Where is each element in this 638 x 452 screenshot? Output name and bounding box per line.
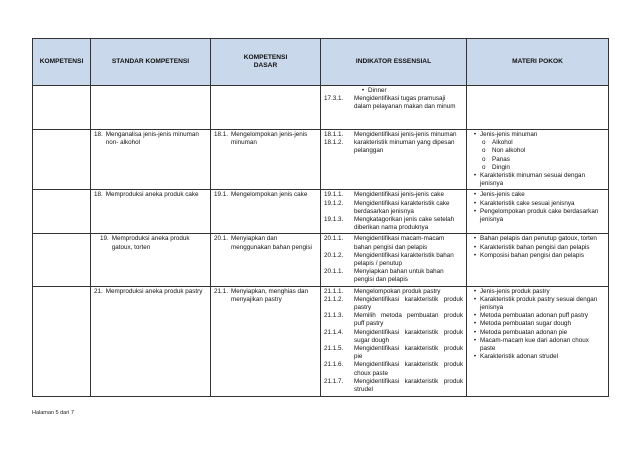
kompetensi-cell — [33, 234, 91, 286]
materi-subitem-text: Dingin — [492, 163, 510, 171]
materi-text: Karakteristik cake sesuai jenisnya — [480, 199, 575, 207]
table-row — [33, 286, 609, 396]
indikator-item — [324, 329, 463, 345]
materi-subitem-text: Panas — [492, 155, 510, 163]
indikator-top-bullet — [324, 87, 463, 95]
dasar-number: 20.1. — [214, 235, 229, 243]
materi-item — [470, 244, 605, 252]
bullet-icon: • — [473, 172, 477, 180]
dasar-text: Menyiapkan, menghias dan menyajikan pastry — [231, 287, 309, 303]
table-header-row — [33, 39, 609, 86]
circle-bullet-icon: o — [482, 155, 486, 163]
materi-item — [470, 208, 605, 224]
kompetensi-dasar-cell — [211, 86, 321, 130]
indikator-text: Mengelompokan produk pastry — [354, 287, 441, 295]
indikator-cell — [321, 86, 467, 130]
header-standar-kompetensi: STANDAR KOMPETENSI — [91, 39, 211, 86]
bullet-icon: • — [473, 295, 477, 303]
standar-kompetensi-cell — [91, 286, 211, 396]
table-body — [33, 86, 609, 397]
indikator-number: 18.1.2. — [324, 139, 344, 147]
dasar-text: Mengelompokan jenis-jenis minuman — [231, 131, 308, 147]
materi-text: Jenis-jenis cake — [480, 191, 525, 199]
indikator-number: 17.3.1. — [324, 95, 344, 103]
indikator-text: Mengidentifikasi karakteristik bahan pelapis / penutup — [354, 251, 454, 268]
materi-text: Pengelompokan produk cake berdasarkan jenisnya — [480, 207, 599, 224]
bullet-icon: • — [361, 87, 365, 94]
document-page — [32, 38, 608, 397]
indikator-cell — [321, 130, 467, 190]
bullet-icon: • — [473, 199, 477, 207]
indikator-item — [324, 345, 463, 361]
bullet-icon: • — [473, 287, 477, 295]
bullet-icon: • — [473, 353, 477, 361]
materi-subitem — [470, 139, 605, 147]
indikator-number: 20.1.2. — [324, 251, 344, 259]
indikator-number: 19.1.3. — [324, 216, 344, 224]
bullet-icon: • — [473, 312, 477, 320]
indikator-text: Mengidentifikasi karakteristik produk pastry — [354, 295, 463, 312]
indikator-item — [324, 131, 463, 139]
indikator-bullet-text: Dinner — [368, 87, 387, 94]
materi-pokok-cell — [467, 286, 609, 396]
standar-kompetensi-cell — [91, 86, 211, 130]
header-kompetensi-dasar-label: KOMPETENSI DASAR — [243, 54, 288, 69]
kompetensi-cell — [33, 86, 91, 130]
materi-text: Metoda pembuatan adonan puff pastry — [480, 312, 589, 320]
indikator-number: 21.1.2. — [324, 295, 344, 303]
indikator-text: Memilih metoda pembuatan produk puff pastry — [354, 312, 463, 328]
kompetensi-cell — [33, 130, 91, 190]
materi-text: Macam-macam kue dari adonan choux paste — [480, 336, 589, 353]
table-row — [33, 130, 609, 190]
indikator-number: 20.1.1. — [324, 268, 344, 276]
circle-bullet-icon: o — [482, 139, 486, 147]
indikator-cell — [321, 234, 467, 286]
indikator-text: Mengidentifikasi macam-macam bahan pengisi dan pelapis — [354, 235, 445, 251]
indikator-number: 21.1.3. — [324, 312, 344, 320]
materi-item — [470, 329, 605, 337]
kompetensi-dasar-cell — [211, 190, 321, 234]
standar-number: 21. — [94, 287, 103, 295]
indikator-item — [324, 361, 463, 377]
page-footer: Halaman 5 dari 7 — [32, 410, 74, 416]
indikator-item — [324, 296, 463, 312]
circle-bullet-icon: o — [482, 163, 486, 171]
materi-item — [470, 320, 605, 328]
bullet-icon: • — [473, 243, 477, 251]
materi-subitem — [470, 156, 605, 164]
materi-item — [470, 235, 605, 243]
bullet-icon: • — [473, 320, 477, 328]
materi-text: Komposisi bahan pengisi dan pelapis — [480, 251, 584, 259]
kompetensi-cell — [33, 286, 91, 396]
indikator-number: 21.1.1. — [324, 287, 344, 295]
indikator-item — [324, 235, 463, 251]
kompetensi-cell — [33, 190, 91, 234]
indikator-item — [324, 312, 463, 328]
bullet-icon: • — [473, 131, 477, 138]
standar-kompetensi-cell — [91, 234, 211, 286]
materi-pokok-cell — [467, 86, 609, 130]
materi-pokok-cell — [467, 190, 609, 234]
indikator-item — [324, 288, 463, 296]
indikator-number: 21.1.4. — [324, 328, 344, 336]
materi-item — [470, 172, 605, 188]
header-kompetensi: KOMPETENSI — [33, 39, 91, 86]
dasar-text: Menyiapkan dan menggunakan bahan pengisi — [231, 235, 312, 251]
materi-text: Jenis-jenis produk pastry — [480, 287, 550, 295]
indikator-number: 18.1.1. — [324, 131, 344, 138]
indikator-item — [324, 378, 463, 394]
materi-item — [470, 131, 605, 139]
standar-text: Menganalisa jenis-jenis minuman non- alkohol — [105, 131, 199, 147]
indikator-cell — [321, 286, 467, 396]
materi-text: Metoda pembuatan sugar dough — [480, 320, 572, 328]
materi-item — [470, 288, 605, 296]
materi-subitem-text: Non alkohol — [492, 147, 526, 155]
indikator-item — [324, 252, 463, 268]
indikator-text: Mengidentifikasi karakteristik cake berdasarkan jenisnya — [354, 199, 450, 215]
indikator-number: 20.1.1. — [324, 235, 344, 243]
materi-subitem — [470, 164, 605, 172]
standar-item — [94, 131, 207, 147]
kompetensi-dasar-cell — [211, 234, 321, 286]
indikator-text: Mengidentifikasi tugas pramusaji dalam pelayanan makan dan minum — [354, 95, 456, 111]
indikator-number: 19.1.1. — [324, 191, 344, 199]
curriculum-table — [32, 38, 609, 397]
materi-item — [470, 337, 605, 353]
bullet-icon: • — [473, 191, 477, 199]
indikator-number: 21.1.7. — [324, 377, 344, 385]
indikator-text: Menyiapkan bahan untuk bahan pengisi dan pelapis — [354, 268, 444, 284]
table-row — [33, 190, 609, 234]
dasar-item — [214, 235, 317, 251]
bullet-icon: • — [473, 251, 477, 259]
indikator-cell — [321, 190, 467, 234]
materi-item — [470, 312, 605, 320]
table-row — [33, 234, 609, 286]
indikator-text: Mengkatagorikan jenis cake setelah diberikan nama produknya — [354, 216, 455, 232]
materi-text: Jenis-jenis minuman — [480, 131, 538, 138]
materi-subitem-text: Alkohol — [492, 139, 513, 147]
bullet-icon: • — [473, 336, 477, 344]
dasar-number: 18.1. — [214, 131, 229, 138]
standar-text: Memproduksi aneka produk gatoux, torten — [111, 235, 190, 251]
indikator-item — [324, 200, 463, 216]
standar-item — [94, 288, 207, 296]
materi-text: Karakteristik minuman sesuai dengan jenisnya — [480, 172, 586, 188]
indikator-item — [324, 139, 463, 155]
materi-item — [470, 191, 605, 199]
materi-item — [470, 252, 605, 260]
dasar-item — [214, 288, 317, 304]
standar-item — [94, 191, 207, 199]
standar-number: 18. — [94, 131, 103, 138]
indikator-item — [324, 216, 463, 232]
materi-text: Karakteristik bahan pengisi dan pelapis — [480, 243, 590, 251]
materi-text: Karakteristik produk pastry sesuai dengan jenisnya — [480, 295, 598, 312]
materi-pokok-cell — [467, 130, 609, 190]
indikator-item — [324, 268, 463, 284]
indikator-number: 19.1.2. — [324, 199, 344, 207]
materi-subitem — [470, 147, 605, 155]
circle-bullet-icon: o — [482, 147, 486, 155]
dasar-item — [214, 131, 317, 147]
standar-kompetensi-cell — [91, 130, 211, 190]
materi-item — [470, 353, 605, 361]
bullet-icon: • — [473, 207, 477, 215]
dasar-text: Mengelompokan jenis cake — [231, 191, 308, 199]
indikator-text: Mengidentifikasi jenis-jenis minuman — [354, 131, 457, 138]
indikator-text: Mengidentifikasi karakteristik produk strudel — [354, 377, 463, 394]
standar-number: 18. — [94, 191, 103, 199]
materi-text: Karakteristik adonan strudel — [480, 353, 559, 361]
indikator-number: 21.1.5. — [324, 345, 344, 353]
indikator-text: Mengidentifikasi karakteristik produk sugar dough — [354, 328, 463, 344]
materi-text: Bahan pelapis dan penutup gatoux, torten — [480, 235, 597, 243]
indikator-number: 21.1.6. — [324, 361, 344, 369]
materi-item — [470, 296, 605, 312]
table-row — [33, 86, 609, 130]
dasar-number: 21.1. — [214, 287, 229, 295]
standar-text: Memproduksi aneka produk cake — [105, 191, 199, 199]
bullet-icon: • — [473, 235, 477, 243]
standar-item — [94, 235, 207, 251]
bullet-icon: • — [473, 328, 477, 336]
materi-pokok-cell — [467, 234, 609, 286]
header-indikator-essensial: INDIKATOR ESSENSIAL — [321, 39, 467, 86]
materi-text: Metoda pembuatan adonan pie — [480, 328, 568, 336]
standar-kompetensi-cell — [91, 190, 211, 234]
dasar-number: 19.1. — [214, 191, 229, 199]
dasar-item — [214, 191, 317, 199]
kompetensi-dasar-cell — [211, 286, 321, 396]
indikator-text: Mengidentifikasi karakteristik produk pie — [354, 345, 463, 361]
indikator-text: Mengidentifikasi jenis-jenis cake — [354, 191, 444, 199]
indikator-item — [324, 191, 463, 199]
indikator-item — [324, 95, 463, 111]
header-kompetensi-dasar — [211, 39, 321, 86]
materi-item — [470, 200, 605, 208]
header-materi-pokok: MATERI POKOK — [467, 39, 609, 86]
standar-number: 19. — [100, 235, 109, 243]
indikator-text: Mengidentifikasi karakteristik produk choux paste — [354, 361, 463, 377]
kompetensi-dasar-cell — [211, 130, 321, 190]
standar-text: Memproduksi aneka produk pastry — [105, 287, 203, 295]
indikator-text: karakteristik minuman yang dipesan pelanggan — [354, 139, 455, 155]
